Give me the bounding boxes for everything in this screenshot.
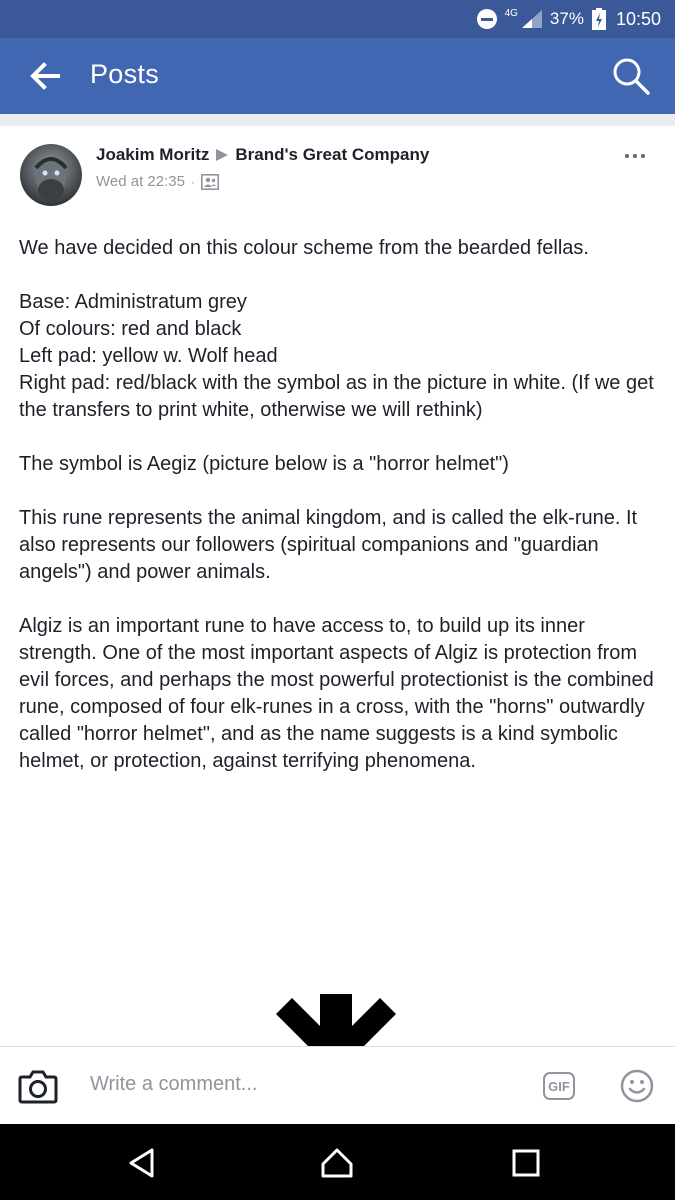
post-header-title — [96, 145, 429, 165]
post-card — [0, 126, 675, 1046]
network-type: 4G — [504, 8, 518, 19]
camera-icon[interactable] — [18, 1068, 58, 1104]
clock: 10:50 — [615, 8, 661, 29]
meta-separator: · — [190, 174, 195, 189]
post-paragraph: This rune represents the animal kingdom, and is called the elk-rune. It also represents our followers (spiritual companions and "guardian angels") and power animals. — [19, 507, 638, 583]
comment-bar — [0, 1046, 675, 1125]
post-image[interactable] — [0, 808, 675, 1046]
post-paragraph: Base: Administratum grey Of colours: red and black Left pad: yellow w. Wolf head Right pad: red/black with the symbol as in the picture in white. (If we get the transfers to print white, otherwise we will rethink) — [19, 291, 654, 421]
post-timestamp[interactable]: Wed at 22:35 — [96, 173, 185, 190]
battery-icon — [592, 8, 606, 30]
page-title: Posts — [90, 59, 160, 89]
home-icon[interactable] — [320, 1146, 354, 1180]
search-icon[interactable] — [611, 56, 651, 96]
arrow-left-icon[interactable] — [28, 60, 62, 92]
arrow-right-icon — [215, 148, 229, 162]
gif-button[interactable]: GIF — [543, 1072, 575, 1100]
battery-percent: 37% — [549, 9, 584, 28]
post-paragraph: We have decided on this colour scheme from the bearded fellas. — [19, 237, 589, 259]
post-paragraph: The symbol is Aegiz (picture below is a "horror helmet") — [19, 453, 509, 475]
status-icons — [477, 7, 661, 31]
do-not-disturb-icon — [477, 9, 497, 29]
group-name[interactable]: Brand's Great Company — [235, 145, 430, 164]
avatar[interactable] — [20, 144, 82, 206]
smiley-icon[interactable] — [620, 1069, 654, 1103]
signal-icon — [520, 10, 542, 28]
avatar-face-icon — [20, 144, 82, 206]
post-body — [19, 235, 659, 802]
post-paragraph: Algiz is an important rune to have access to, to build up its inner strength. One of the most important aspects of Algiz is protection from evil forces, and perhaps the most powerful protectionist is the combined rune, composed of four elk-runes in a cross, with the "horns" outwardly called "horror helmet", and as the name suggests is a kind symbolic helmet, or protection, against terrifying phenomena. — [19, 615, 654, 772]
feed-divider — [0, 114, 675, 126]
post-meta — [96, 173, 219, 190]
system-nav-bar — [0, 1124, 675, 1200]
app-bar — [0, 38, 675, 114]
back-triangle-icon[interactable] — [126, 1146, 160, 1180]
group-audience-icon — [201, 174, 219, 190]
recents-square-icon[interactable] — [509, 1146, 543, 1180]
comment-input[interactable] — [90, 1073, 510, 1096]
status-bar — [0, 0, 675, 38]
author-name[interactable]: Joakim Moritz — [96, 145, 210, 164]
more-dots-icon[interactable] — [625, 154, 645, 158]
rune-symbol-image — [270, 994, 402, 1046]
